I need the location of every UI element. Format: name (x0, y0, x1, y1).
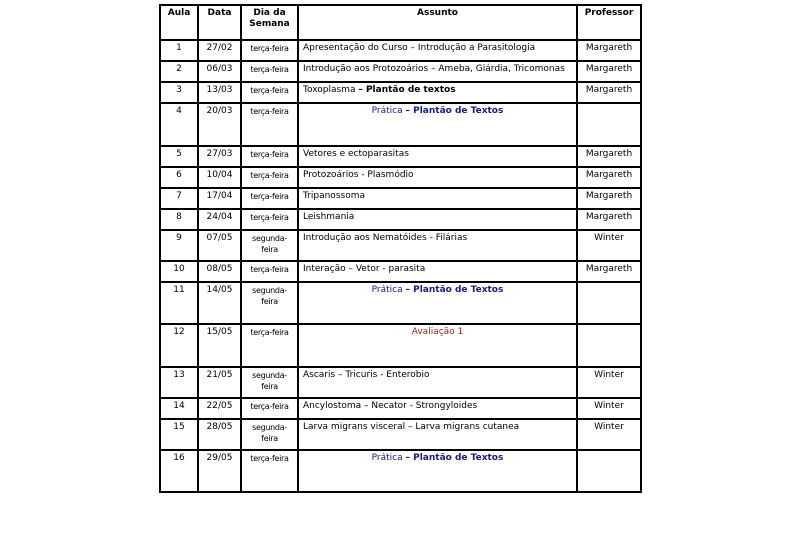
cell-data: 13/03 (198, 82, 241, 103)
cell-assunto (298, 61, 577, 82)
table-row (160, 419, 641, 450)
header-dia: Dia da Semana (241, 5, 298, 40)
table-row (160, 188, 641, 209)
cell-professor: Margareth (577, 167, 641, 188)
cell-assunto (298, 324, 577, 367)
assunto-text: Larva migrans visceral – Larva migrans cutanea (303, 422, 520, 432)
cell-dia-semana: terça-feira (241, 398, 298, 419)
cell-dia-semana: terça-feira (241, 188, 298, 209)
assunto-text: Introdução aos Nematóides - Filárias (303, 233, 468, 243)
cell-dia-semana: terça-feira (241, 61, 298, 82)
cell-dia-semana: terça-feira (241, 103, 298, 146)
cell-data: 10/04 (198, 167, 241, 188)
header-aula: Aula (160, 5, 198, 40)
cell-data: 06/03 (198, 61, 241, 82)
cell-aula: 4 (160, 103, 198, 146)
cell-data: 27/03 (198, 146, 241, 167)
schedule-table (159, 4, 642, 493)
cell-aula: 1 (160, 40, 198, 61)
cell-dia-semana: segunda-feira (241, 419, 298, 450)
cell-aula: 6 (160, 167, 198, 188)
table-row (160, 103, 641, 146)
cell-data: 22/05 (198, 398, 241, 419)
cell-professor (577, 103, 641, 146)
table-row (160, 146, 641, 167)
cell-dia-semana: segunda-feira (241, 367, 298, 398)
cell-assunto (298, 282, 577, 324)
cell-data: 15/05 (198, 324, 241, 367)
cell-assunto (298, 103, 577, 146)
table-row (160, 282, 641, 324)
cell-assunto (298, 230, 577, 261)
cell-data: 14/05 (198, 282, 241, 324)
cell-data: 27/02 (198, 40, 241, 61)
table-row (160, 167, 641, 188)
assunto-bold-text: – Plantão de Textos (405, 453, 504, 463)
cell-dia-semana: terça-feira (241, 40, 298, 61)
cell-dia-semana: terça-feira (241, 450, 298, 492)
cell-aula: 7 (160, 188, 198, 209)
cell-aula: 15 (160, 419, 198, 450)
table-row (160, 261, 641, 282)
cell-dia-semana: terça-feira (241, 167, 298, 188)
cell-assunto (298, 450, 577, 492)
cell-professor: Margareth (577, 40, 641, 61)
assunto-text: Toxoplasma (303, 85, 359, 95)
cell-aula: 3 (160, 82, 198, 103)
cell-dia-semana: terça-feira (241, 261, 298, 282)
cell-dia-semana: terça-feira (241, 209, 298, 230)
table-row (160, 61, 641, 82)
cell-data: 17/04 (198, 188, 241, 209)
cell-professor (577, 450, 641, 492)
cell-professor: Margareth (577, 82, 641, 103)
header-professor: Professor (577, 5, 641, 40)
table-row (160, 40, 641, 61)
table-row (160, 82, 641, 103)
cell-aula: 8 (160, 209, 198, 230)
assunto-text: Apresentação do Curso – Introdução a Parasitologia (303, 43, 536, 53)
cell-dia-semana: terça-feira (241, 324, 298, 367)
cell-aula: 16 (160, 450, 198, 492)
table-row (160, 324, 641, 367)
header-assunto: Assunto (298, 5, 577, 40)
cell-professor: Margareth (577, 188, 641, 209)
cell-data: 08/05 (198, 261, 241, 282)
assunto-text: Prática (371, 106, 406, 116)
cell-assunto (298, 188, 577, 209)
cell-aula: 2 (160, 61, 198, 82)
assunto-bold-text: – Plantão de textos (358, 85, 456, 95)
table-row (160, 367, 641, 398)
cell-dia-semana: segunda-feira (241, 282, 298, 324)
cell-professor: Winter (577, 398, 641, 419)
cell-professor: Winter (577, 230, 641, 261)
cell-aula: 13 (160, 367, 198, 398)
cell-aula: 5 (160, 146, 198, 167)
cell-aula: 12 (160, 324, 198, 367)
table-row (160, 209, 641, 230)
assunto-bold-text: – Plantão de Textos (405, 106, 504, 116)
assunto-text: Tripanossoma (303, 191, 365, 201)
assunto-text: Protozoários - Plasmódio (303, 170, 414, 180)
assunto-text: Prática (371, 453, 406, 463)
cell-aula: 14 (160, 398, 198, 419)
cell-data: 29/05 (198, 450, 241, 492)
table-row (160, 398, 641, 419)
assunto-text: Ancylostoma – Necator - Strongyloides (303, 401, 478, 411)
cell-dia-semana: terça-feira (241, 82, 298, 103)
cell-dia-semana: segunda-feira (241, 230, 298, 261)
cell-professor (577, 282, 641, 324)
cell-professor (577, 324, 641, 367)
assunto-text: Leishmania (303, 212, 355, 222)
cell-assunto (298, 419, 577, 450)
cell-professor: Margareth (577, 209, 641, 230)
cell-data: 07/05 (198, 230, 241, 261)
cell-professor: Margareth (577, 261, 641, 282)
assunto-text: Ascaris – Tricuris - Enterobio (303, 370, 430, 380)
cell-professor: Winter (577, 419, 641, 450)
cell-assunto (298, 398, 577, 419)
cell-assunto (298, 261, 577, 282)
table-row (160, 450, 641, 492)
header-row (160, 5, 641, 40)
cell-data: 20/03 (198, 103, 241, 146)
assunto-text: Introdução aos Protozoários – Ameba, Giárdia, Tricomonas (303, 64, 565, 74)
cell-aula: 9 (160, 230, 198, 261)
cell-professor: Winter (577, 367, 641, 398)
cell-professor: Margareth (577, 146, 641, 167)
cell-assunto (298, 367, 577, 398)
cell-data: 28/05 (198, 419, 241, 450)
cell-professor: Margareth (577, 61, 641, 82)
cell-assunto (298, 82, 577, 103)
cell-assunto (298, 167, 577, 188)
cell-assunto (298, 209, 577, 230)
cell-dia-semana: terça-feira (241, 146, 298, 167)
cell-data: 24/04 (198, 209, 241, 230)
header-data: Data (198, 5, 241, 40)
assunto-bold-text: – Plantão de Textos (405, 285, 504, 295)
cell-aula: 10 (160, 261, 198, 282)
assunto-text: Vetores e ectoparasitas (303, 149, 409, 159)
assunto-text: Interação – Vetor - parasita (303, 264, 426, 274)
cell-assunto (298, 40, 577, 61)
assunto-text: Avaliação 1 (411, 327, 464, 337)
cell-data: 21/05 (198, 367, 241, 398)
cell-aula: 11 (160, 282, 198, 324)
assunto-text: Prática (371, 285, 406, 295)
table-row (160, 230, 641, 261)
table-body (160, 40, 641, 492)
cell-assunto (298, 146, 577, 167)
